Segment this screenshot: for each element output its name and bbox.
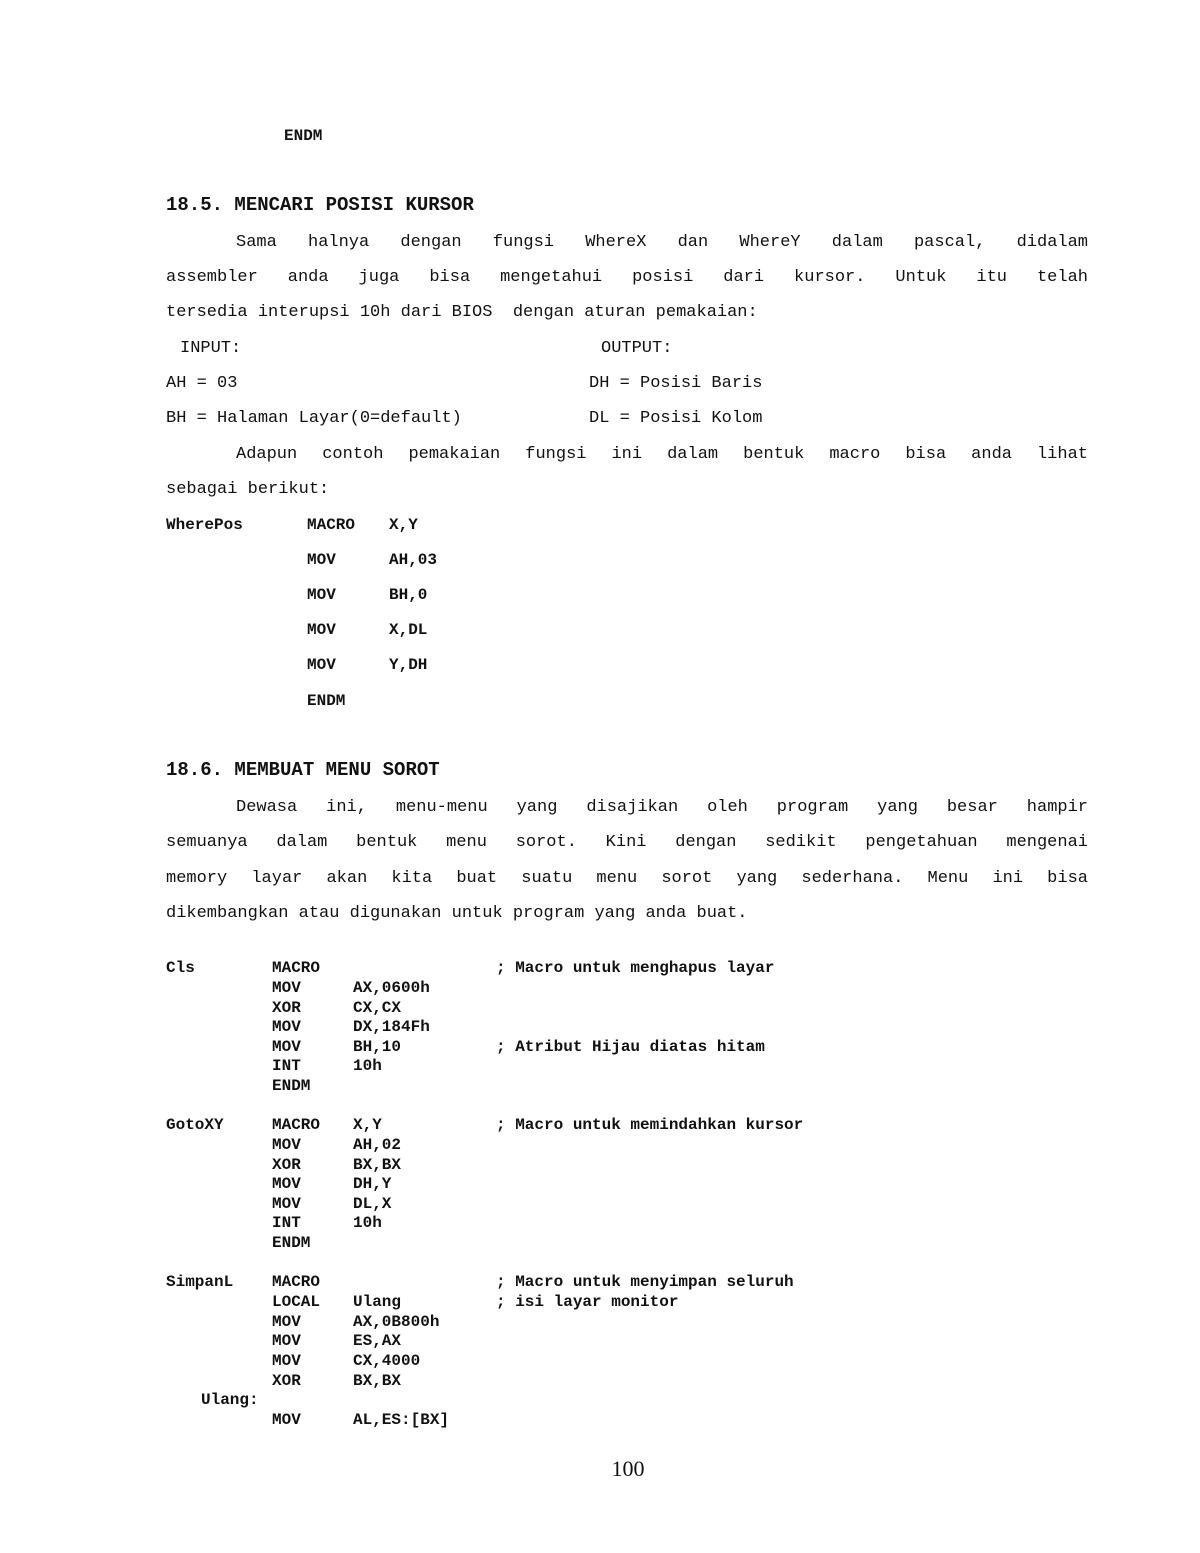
paragraph-line: Sama halnya dengan fungsi WhereX dan WhereY dalam pascal, didalam xyxy=(236,233,1088,252)
code-op: INT xyxy=(272,1057,301,1075)
code-label: Ulang: xyxy=(201,1391,259,1409)
code-op: MOV xyxy=(307,621,336,639)
code-op: MOV xyxy=(272,1411,301,1429)
code-op: MOV xyxy=(272,1332,301,1350)
code-arg: AH,03 xyxy=(389,551,438,569)
code-op: LOCAL xyxy=(272,1293,321,1311)
code-op: MOV xyxy=(272,1038,301,1056)
section-heading-18-6: 18.6. MEMBUAT MENU SOROT xyxy=(166,759,440,781)
code-arg: Y,DH xyxy=(389,656,428,674)
code-op: MOV xyxy=(272,1352,301,1370)
code-arg: DL,X xyxy=(353,1195,392,1213)
code-op: ENDM xyxy=(307,692,346,710)
section-heading-18-5: 18.5. MENCARI POSISI KURSOR xyxy=(166,194,474,216)
code-op: INT xyxy=(272,1214,301,1232)
code-op: MOV xyxy=(272,1175,301,1193)
code-arg: DX,184Fh xyxy=(353,1018,430,1036)
input-row: BH = Halaman Layar(0=default) xyxy=(166,409,462,428)
code-arg: AL,ES:[BX] xyxy=(353,1411,450,1429)
code-op: MOV xyxy=(272,1018,301,1036)
code-op: MACRO xyxy=(272,959,321,977)
output-row: DL = Posisi Kolom xyxy=(589,409,763,428)
code-label: Cls xyxy=(166,959,195,977)
code-op: MOV xyxy=(307,586,336,604)
code-op: XOR xyxy=(272,1372,301,1390)
code-arg: CX,4000 xyxy=(353,1352,421,1370)
code-arg: BH,0 xyxy=(389,586,428,604)
code-op: MACRO xyxy=(272,1273,321,1291)
code-op: MOV xyxy=(307,551,336,569)
code-comment: ; Atribut Hijau diatas hitam xyxy=(496,1038,765,1056)
paragraph-line: Adapun contoh pemakaian fungsi ini dalam bentuk macro bisa anda lihat xyxy=(236,445,1088,464)
code-arg: BH,10 xyxy=(353,1038,402,1056)
code-comment: ; Macro untuk menyimpan seluruh xyxy=(496,1273,794,1291)
input-label: INPUT: xyxy=(180,339,242,358)
code-arg: 10h xyxy=(353,1214,382,1232)
code-label: GotoXY xyxy=(166,1116,224,1134)
code-arg: AX,0600h xyxy=(353,979,430,997)
code-op: XOR xyxy=(272,1156,301,1174)
code-op: MOV xyxy=(307,656,336,674)
code-arg: DH,Y xyxy=(353,1175,392,1193)
code-op: MACRO xyxy=(272,1116,321,1134)
code-arg: AX,0B800h xyxy=(353,1313,440,1331)
paragraph-line: tersedia interupsi 10h dari BIOS dengan aturan pemakaian: xyxy=(166,303,758,322)
code-arg: ES,AX xyxy=(353,1332,402,1350)
code-op: MOV xyxy=(272,979,301,997)
code-comment: ; Macro untuk menghapus layar xyxy=(496,959,775,977)
code-op: ENDM xyxy=(272,1234,311,1252)
code-arg: X,Y xyxy=(389,516,418,534)
output-row: DH = Posisi Baris xyxy=(589,374,763,393)
code-op: ENDM xyxy=(272,1077,311,1095)
code-op: MOV xyxy=(272,1313,301,1331)
page-number: 100 xyxy=(611,1456,645,1481)
paragraph-line: dikembangkan atau digunakan untuk program yang anda buat. xyxy=(166,904,748,923)
code-op: MOV xyxy=(272,1195,301,1213)
paragraph-line: semuanya dalam bentuk menu sorot. Kini dengan sedikit pengetahuan mengenai xyxy=(166,833,1088,852)
paragraph-line: assembler anda juga bisa mengetahui posisi dari kursor. Untuk itu telah xyxy=(166,268,1088,287)
output-label: OUTPUT: xyxy=(601,339,673,358)
paragraph-line: memory layar akan kita buat suatu menu sorot yang sederhana. Menu ini bisa xyxy=(166,869,1088,888)
code-op: MOV xyxy=(272,1136,301,1154)
code-arg: CX,CX xyxy=(353,999,402,1017)
paragraph-line: Dewasa ini, menu-menu yang disajikan oleh program yang besar hampir xyxy=(236,798,1088,817)
code-op: MACRO xyxy=(307,516,356,534)
code-arg: X,Y xyxy=(353,1116,382,1134)
code-op: XOR xyxy=(272,999,301,1017)
code-arg: BX,BX xyxy=(353,1372,402,1390)
code-arg: AH,02 xyxy=(353,1136,402,1154)
code-label: SimpanL xyxy=(166,1273,234,1291)
macro-name: WherePos xyxy=(166,516,243,534)
code-comment: ; Macro untuk memindahkan kursor xyxy=(496,1116,804,1134)
code-arg: 10h xyxy=(353,1057,382,1075)
code-endm-top: ENDM xyxy=(284,127,323,145)
paragraph-line: sebagai berikut: xyxy=(166,480,330,499)
code-arg: Ulang xyxy=(353,1293,402,1311)
code-arg: BX,BX xyxy=(353,1156,402,1174)
input-row: AH = 03 xyxy=(166,374,238,393)
code-arg: X,DL xyxy=(389,621,428,639)
code-comment: ; isi layar monitor xyxy=(496,1293,679,1311)
